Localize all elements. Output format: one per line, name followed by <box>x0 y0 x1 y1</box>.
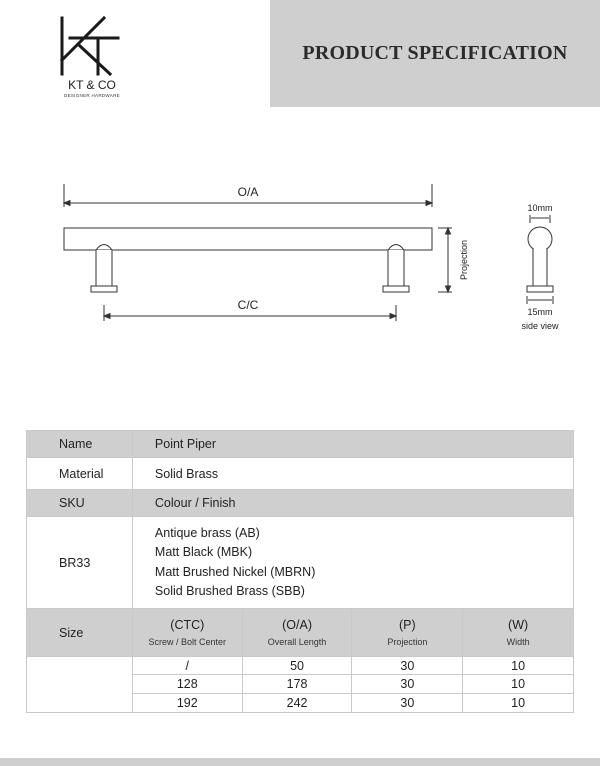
name-label: Name <box>27 431 133 458</box>
cell-p: 30 <box>352 657 463 675</box>
handle-bar <box>64 228 432 250</box>
side-view-knob <box>528 227 552 251</box>
sku-label: SKU <box>27 490 133 517</box>
table-row <box>27 657 574 675</box>
handle-base-right <box>383 286 409 292</box>
size-label: Size <box>27 609 133 657</box>
cell-ctc: 128 <box>132 675 242 694</box>
cell-p: 30 <box>352 694 463 713</box>
finish-item: Antique brass (AB) <box>154 525 260 540</box>
spec-row-finishes <box>27 517 574 609</box>
arrow-left-icon <box>64 201 70 206</box>
cell-w: 10 <box>463 694 574 713</box>
sku-code: BR33 <box>27 517 133 609</box>
arrow-right-icon <box>390 314 396 319</box>
technical-drawing <box>0 107 600 427</box>
arrow-left-icon <box>104 314 110 319</box>
side-bottom-dim-label: 15mm <box>527 307 553 317</box>
finish-item: Matt Black (MBK) <box>154 545 253 559</box>
material-label: Material <box>27 458 133 490</box>
cell-w: 10 <box>463 657 574 675</box>
col-ctc-code: (CTC) <box>170 618 205 633</box>
cell-ctc: / <box>132 657 242 675</box>
name-value: Point Piper <box>132 431 573 458</box>
spec-row-name <box>27 431 574 458</box>
arrow-right-icon <box>426 201 432 206</box>
cell-ctc: 192 <box>132 694 242 713</box>
side-view-label: side view <box>521 321 559 331</box>
handle-diagram <box>0 107 600 427</box>
cell-oa: 242 <box>242 694 352 713</box>
col-w-code: (W) <box>508 618 529 633</box>
spec-row-size-header <box>27 609 574 657</box>
arrow-up-icon <box>446 228 451 234</box>
size-blank-cell <box>27 657 133 713</box>
sku-value: Colour / Finish <box>132 490 573 517</box>
handle-leg-right <box>388 250 404 286</box>
footer-bar <box>0 758 600 766</box>
brand-name: KT & CO <box>68 78 116 92</box>
col-ctc <box>132 609 242 657</box>
projection-label: Projection <box>459 239 469 281</box>
spec-table <box>26 430 574 713</box>
spec-row-sku <box>27 490 574 517</box>
cell-oa: 50 <box>242 657 352 675</box>
cell-p: 30 <box>352 675 463 694</box>
col-oa <box>242 609 352 657</box>
col-oa-code: (O/A) <box>282 618 312 633</box>
brand-tagline: DESIGNER HARDWARE <box>64 93 120 98</box>
page-title: PRODUCT SPECIFICATION <box>302 42 568 64</box>
col-w-desc: Width <box>506 636 530 647</box>
col-ctc-desc: Screw / Bolt Center <box>148 636 227 647</box>
cell-oa: 178 <box>242 675 352 694</box>
col-w <box>463 609 574 657</box>
handle-leg-left <box>96 250 112 286</box>
cc-label: C/C <box>237 298 259 312</box>
handle-base-left <box>91 286 117 292</box>
arrow-down-icon <box>446 286 451 292</box>
col-oa-desc: Overall Length <box>267 636 327 647</box>
finish-list <box>132 517 573 609</box>
title-banner <box>270 0 600 107</box>
side-view-base <box>527 286 553 292</box>
col-p-code: (P) <box>398 618 416 633</box>
spec-row-material <box>27 458 574 490</box>
material-value: Solid Brass <box>132 458 573 490</box>
finish-item: Matt Brushed Nickel (MBRN) <box>154 564 316 579</box>
logo <box>0 0 270 107</box>
cell-w: 10 <box>463 675 574 694</box>
col-p-desc: Projection <box>387 636 428 647</box>
side-top-dim-label: 10mm <box>527 203 553 213</box>
header <box>0 0 600 107</box>
kt-logo-icon <box>58 16 120 78</box>
finish-item: Solid Brushed Brass (SBB) <box>154 584 305 598</box>
side-view-post <box>533 249 547 286</box>
oa-label: O/A <box>237 185 259 199</box>
col-p <box>352 609 463 657</box>
